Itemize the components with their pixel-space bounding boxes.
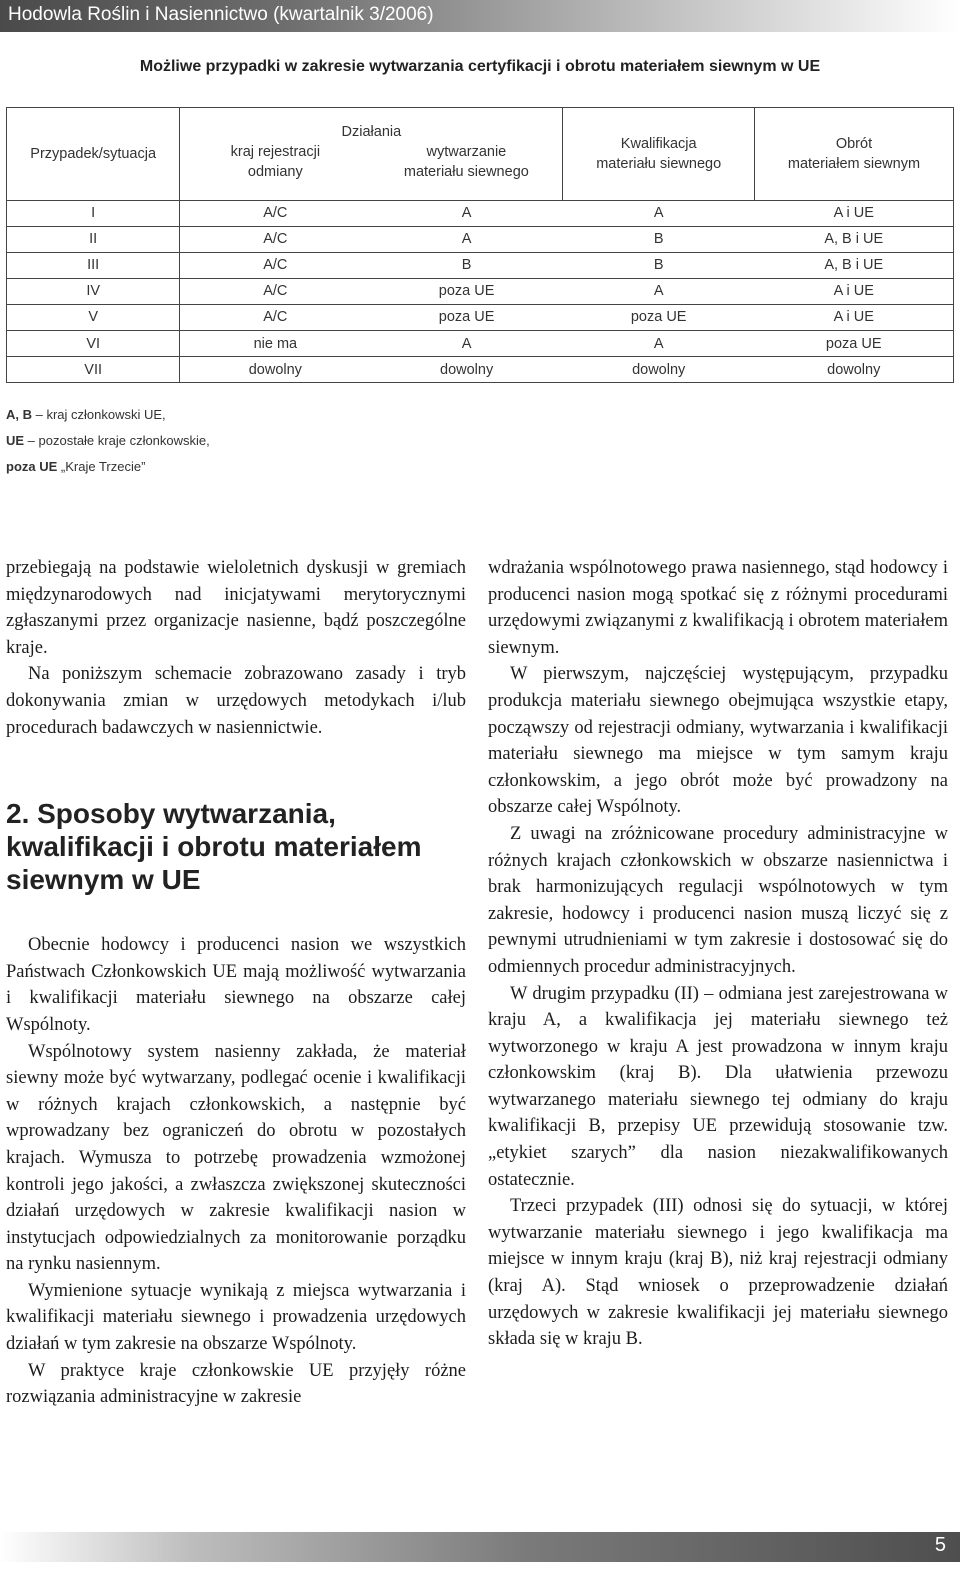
paragraph: przebiegają na podstawie wieloletnich dyskusji w gremiach międzynarodowych nad inicjatywami merytorycznymi zgłaszanymi przez organizacje nasienne, bądź poszczególne kraje. bbox=[6, 558, 466, 658]
row-production: B bbox=[370, 252, 563, 278]
row-registration: nie ma bbox=[180, 331, 371, 357]
header-actions: Działania bbox=[180, 108, 563, 142]
table-row bbox=[7, 252, 953, 278]
table-row bbox=[7, 304, 953, 330]
row-trade: poza UE bbox=[754, 331, 953, 357]
row-registration: A/C bbox=[180, 278, 371, 304]
header-trade-line1: Obrót bbox=[835, 135, 873, 152]
header-registration-line2: odmiany bbox=[247, 164, 303, 180]
header-qualification bbox=[563, 108, 755, 200]
paragraph: Z uwagi na zróżnicowane procedury administracyjne w różnych krajach członkowskich w obszarze nasiennictwa i brak harmonizujących regulacji wspólnotowych w tym zakresie, hodowcy i producenci nasion muszą liczyć się z pewnymi utrudnieniami w tym zakresie i dostosować się do odmiennych procedur administracyjnych. bbox=[488, 823, 948, 977]
page-number: 5 bbox=[934, 1534, 946, 1556]
certification-table bbox=[6, 107, 954, 383]
table-row bbox=[7, 226, 953, 252]
row-case: V bbox=[7, 304, 180, 330]
table-title: Możliwe przypadki w zakresie wytwarzania certyfikacji i obrotu materiałem siewnym w UE bbox=[139, 58, 821, 75]
legend-key: UE bbox=[6, 433, 25, 448]
row-production: dowolny bbox=[370, 357, 563, 382]
journal-title: Hodowla Roślin i Nasiennictwo (kwartalnik 3/2006) bbox=[8, 4, 434, 25]
legend-text: – kraj członkowski UE, bbox=[32, 407, 166, 422]
paragraph: wdrażania wspólnotowego prawa nasiennego, stąd hodowcy i producenci nasion mogą spotkać się z różnymi procedurami urzędowymi związanymi z kwalifikacją i obrotem materiałem siewnym. bbox=[488, 558, 948, 658]
row-qualification: dowolny bbox=[563, 357, 755, 382]
header-registration-line1: kraj rejestracji bbox=[230, 144, 321, 160]
row-trade: A i UE bbox=[754, 304, 953, 330]
paragraph: Na poniższym schemacie zobrazowano zasady i tryb dokonywania zmian w urzędowych metodykach i/lub procedurach badawczych w nasiennictwie. bbox=[6, 664, 466, 738]
legend-key: poza UE bbox=[6, 459, 58, 474]
header-production-line1: wytwarzanie bbox=[426, 144, 507, 160]
paragraph: Wspólnotowy system nasienny zakłada, że materiał siewny może być wytwarzany, podlegać ocenie i kwalifikacji w różnych krajach członkowskich, a następnie być wprowadzany bez ograniczeń do obrotu w pozostałych krajach. Wymusza to potrzebę prowadzenia wzmożonej kontroli jego jakości, a zwłaszcza zwiększonej skuteczności działań urzędowych w zakresie kwalifikacji nasion w instytucjach odpowiedzialnych za monitorowanie porządku na rynku nasiennym. bbox=[6, 1041, 466, 1275]
header-trade bbox=[754, 108, 953, 200]
header-qualification-line1: Kwalifikacja bbox=[620, 135, 697, 152]
row-production: A bbox=[370, 200, 563, 226]
row-registration: A/C bbox=[180, 252, 371, 278]
legend-key: A, B bbox=[6, 407, 32, 422]
row-case: III bbox=[7, 252, 180, 278]
row-case: I bbox=[7, 200, 180, 226]
row-qualification: A bbox=[563, 331, 755, 357]
row-trade: A i UE bbox=[754, 278, 953, 304]
legend-text: „Kraje Trzecie” bbox=[57, 459, 146, 474]
row-registration: A/C bbox=[180, 226, 371, 252]
row-trade: A i UE bbox=[754, 200, 953, 226]
table-legend bbox=[6, 402, 210, 480]
row-production: A bbox=[370, 331, 563, 357]
row-production: A bbox=[370, 226, 563, 252]
row-qualification: A bbox=[563, 278, 755, 304]
legend-item bbox=[6, 454, 210, 480]
right-column bbox=[488, 555, 948, 1353]
row-qualification: B bbox=[563, 252, 755, 278]
paragraph: Wymienione sytuacje wynikają z miejsca wytwarzania i kwalifikacji materiału siewnego i prowadzenia urzędowych działań w tym zakresie na obszarze Wspólnoty. bbox=[6, 1280, 466, 1355]
header-case: Przypadek/sytuacja bbox=[30, 145, 157, 162]
row-registration: A/C bbox=[180, 304, 371, 330]
paragraph: W praktyce kraje członkowskie UE przyjęły różne rozwiązania administracyjne w zakresie bbox=[6, 1360, 466, 1408]
paragraph: Obecnie hodowcy i producenci nasion we wszystkich Państwach Członkowskich UE mają możliwość wytwarzania i kwalifikacji materiału siewnego na obszarze całej Wspólnoty. bbox=[6, 935, 466, 1035]
row-case: II bbox=[7, 226, 180, 252]
journal-header-bar bbox=[0, 0, 960, 32]
table-row bbox=[7, 200, 953, 226]
table-row bbox=[7, 331, 953, 357]
header-production bbox=[370, 142, 563, 200]
row-case: VII bbox=[7, 357, 180, 382]
row-trade: A, B i UE bbox=[754, 252, 953, 278]
paragraph: W pierwszym, najczęściej występującym, przypadku produkcja materiału siewnego obejmująca wszystkie etapy, począwszy od rejestracji odmiany, wytwarzania i kwalifikacji materiału siewnego ma miejsce w tym samym kraju członkowskim, a jego obrót może być prowadzony na obszarze całej Wspólnoty. bbox=[488, 664, 948, 818]
header-production-line2: materiału siewnego bbox=[403, 164, 529, 180]
row-production: poza UE bbox=[370, 304, 563, 330]
row-production: poza UE bbox=[370, 278, 563, 304]
left-column bbox=[6, 555, 466, 1411]
header-trade-line2: materiałem siewnym bbox=[787, 155, 921, 172]
legend-item bbox=[6, 428, 210, 454]
page-footer-bar bbox=[0, 1532, 960, 1562]
row-qualification: A bbox=[563, 200, 755, 226]
paragraph: Trzeci przypadek (III) odnosi się do sytuacji, w której wytwarzanie materiału siewnego i jego kwalifikacja ma miejsce w innym kraju (kraj B), niż kraj rejestracji odmiany (kraj A). Stąd wniosek o przeprowadzenie działań urzędowych w zakresie kwalifikacji jej materiału siewnego składa się w kraju B. bbox=[488, 1196, 948, 1350]
row-registration: dowolny bbox=[180, 357, 371, 382]
row-qualification: B bbox=[563, 226, 755, 252]
table-row bbox=[7, 357, 953, 382]
header-registration bbox=[180, 142, 371, 200]
paragraph: W drugim przypadku (II) – odmiana jest zarejestrowana w kraju A, a kwalifikacja jej materiału siewnego też wytworzonego w kraju A jest prowadzona w innym kraju członkowskim (kraj B). Dla ułatwienia przewozu wytwarzanego materiału siewnego tej odmiany do kraju kwalifikacji B, przepisy UE przewidują stosowanie tzw. „etykiet szarych” dla nasion niezakwalifikowanych ostatecznie. bbox=[488, 983, 948, 1190]
row-trade: dowolny bbox=[754, 357, 953, 382]
row-registration: A/C bbox=[180, 200, 371, 226]
legend-item bbox=[6, 402, 210, 428]
row-qualification: poza UE bbox=[563, 304, 755, 330]
header-qualification-line2: materiału siewnego bbox=[596, 155, 722, 172]
section-heading: 2. Sposoby wytwarzania, kwalifikacji i obrotu materiałem siewnym w UE bbox=[6, 798, 422, 896]
legend-text: – pozostałe kraje członkowskie, bbox=[24, 433, 210, 448]
row-case: VI bbox=[7, 331, 180, 357]
row-trade: A, B i UE bbox=[754, 226, 953, 252]
table-row bbox=[7, 278, 953, 304]
row-case: IV bbox=[7, 278, 180, 304]
